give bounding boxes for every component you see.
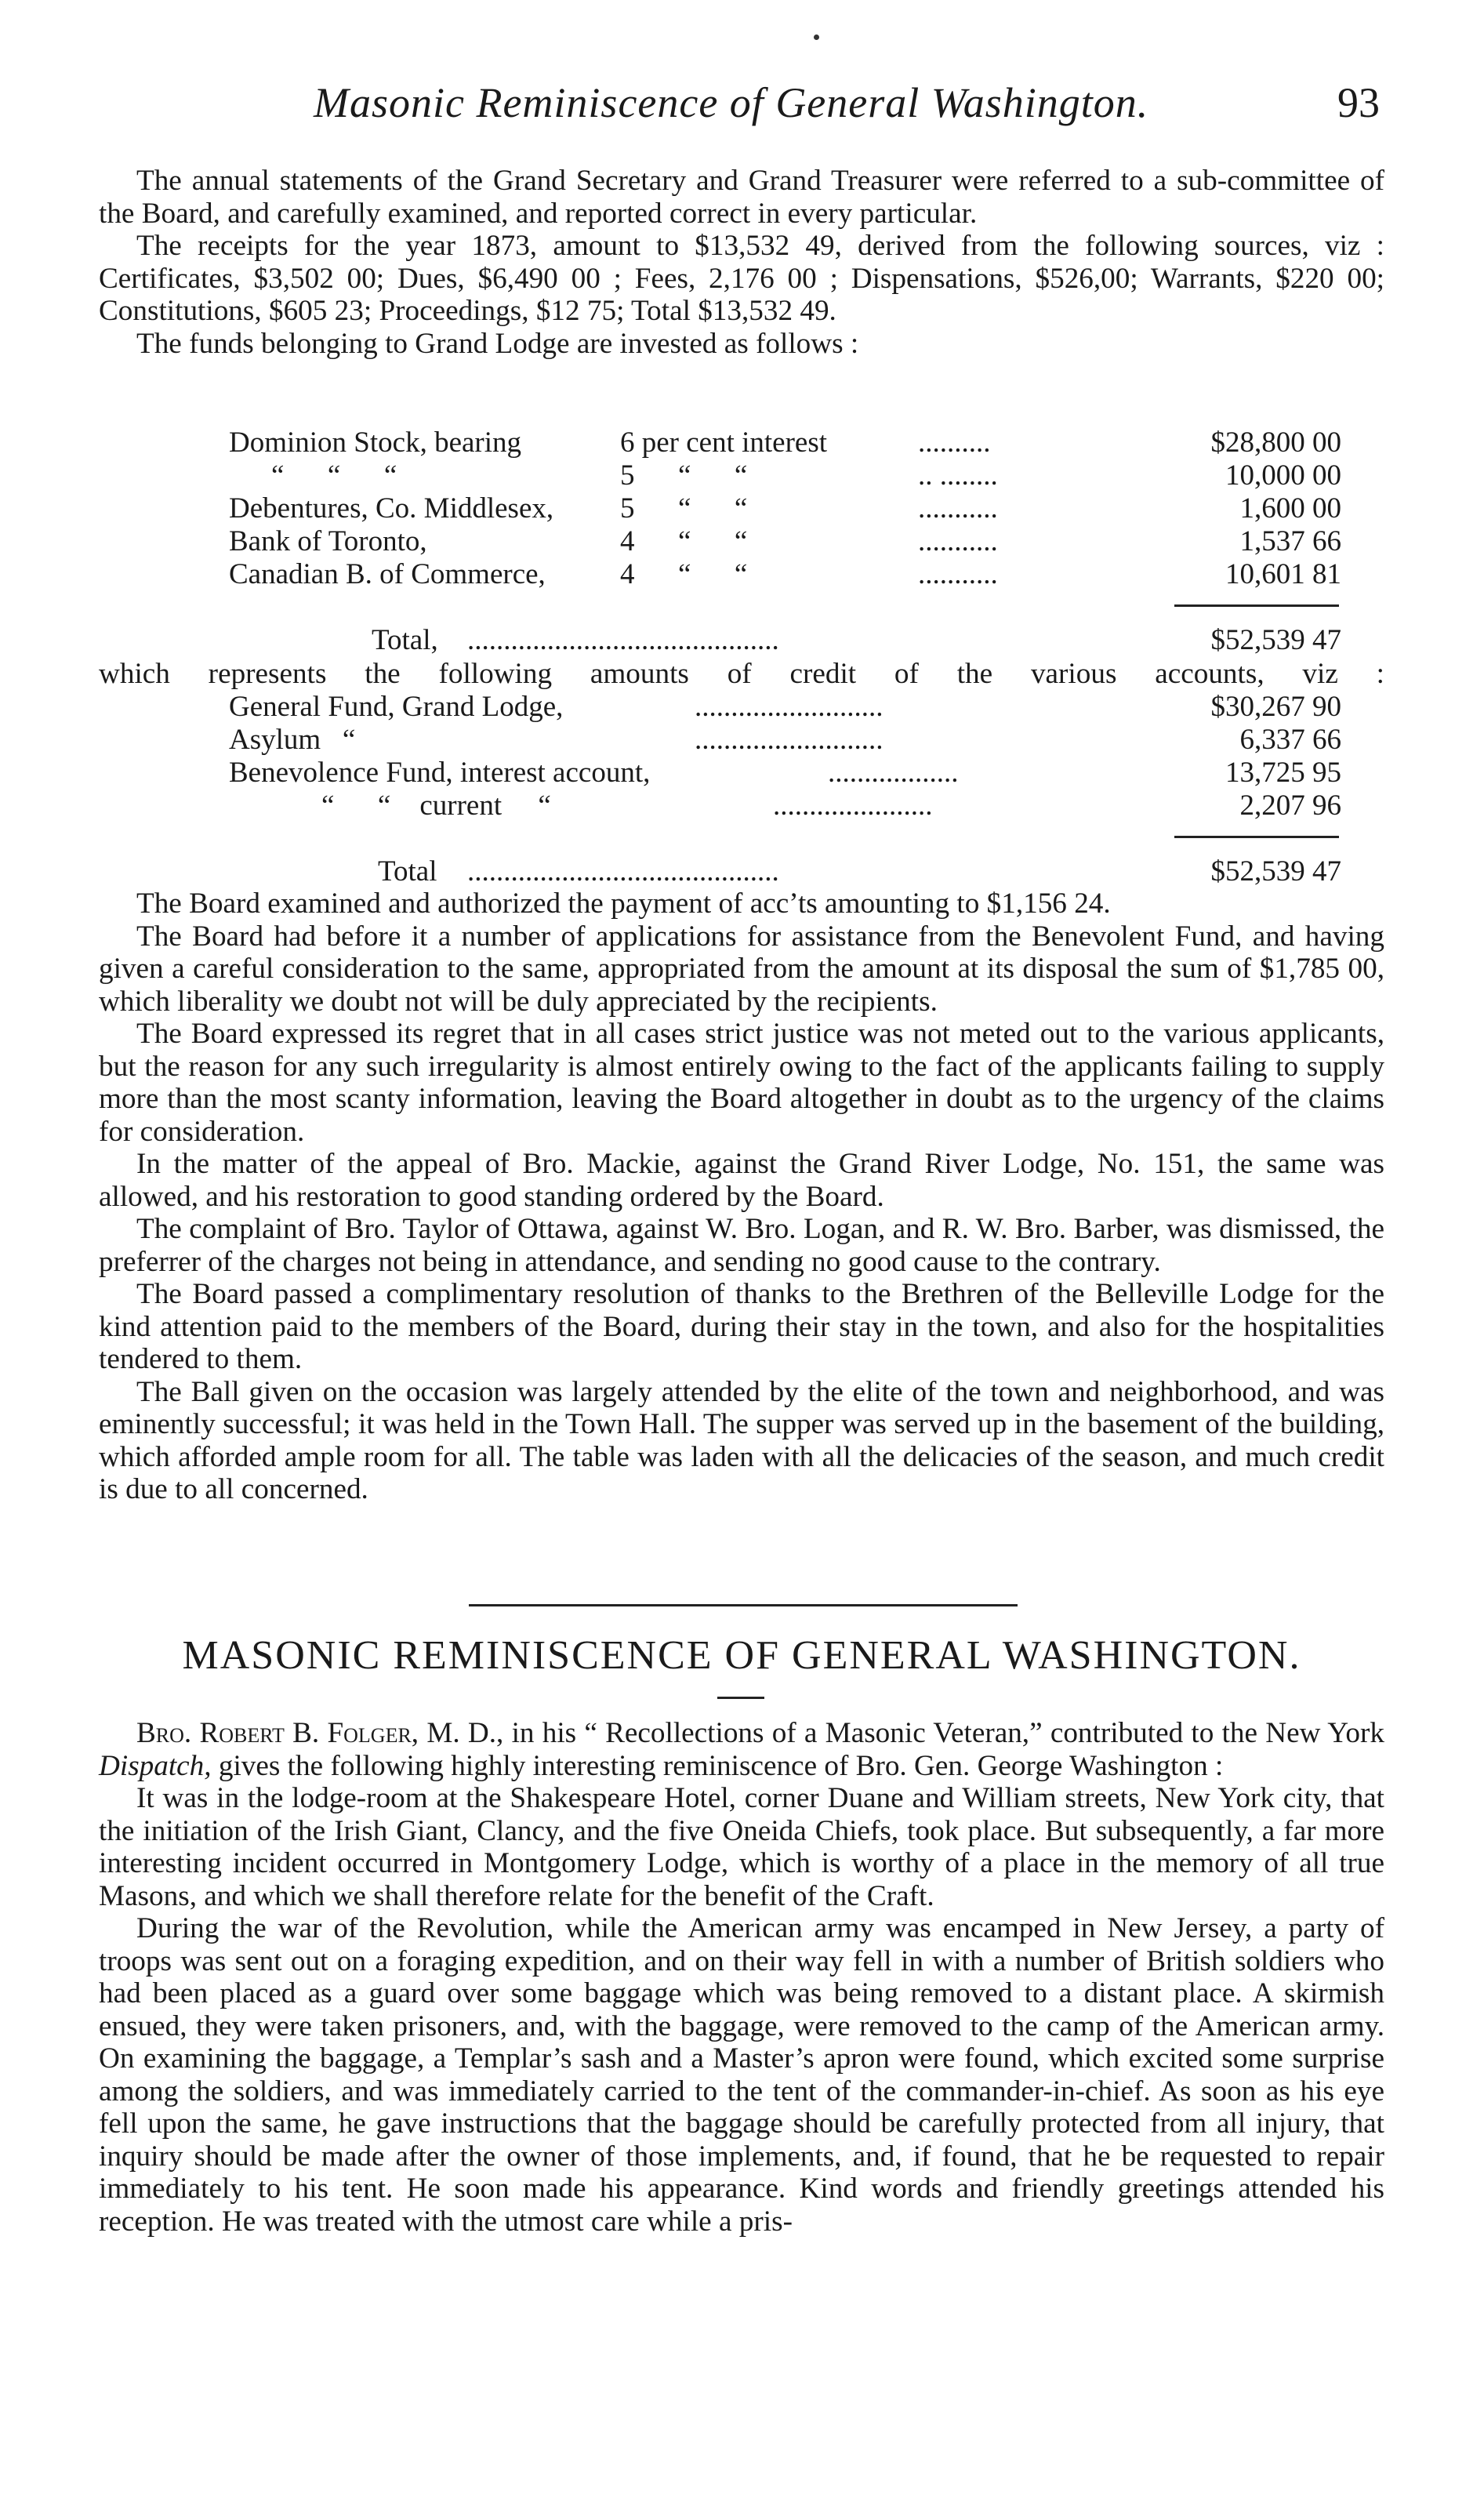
- paragraph-resolution: The Board passed a complimentary resolution of thanks to the Brethren of the Belleville Lodge for the kind attention paid to the members of the Board, during their stay in the town, and also for the hospitalities tendered to them.: [99, 1278, 1384, 1375]
- paragraph-payment: The Board examined and authorized the payment of acc’ts amounting to $1,156 24.: [136, 888, 1111, 920]
- investment-row: [99, 525, 1384, 557]
- total-amount: $52,539 47: [1210, 855, 1341, 888]
- investment-label: Dominion Stock, bearing: [229, 427, 522, 459]
- page-number: 93: [1337, 79, 1380, 126]
- leader-dots: ..................: [828, 757, 959, 789]
- leader-dots: ...........: [918, 525, 998, 557]
- investment-amount: 10,000 00: [1225, 459, 1341, 492]
- leader-dots: ..........................: [695, 691, 884, 723]
- paragraph-ball: The Ball given on the occasion was largely attended by the elite of the town and neighborhood, and was eminently successful; it was held in the Town Hall. The supper was served up in the basement of the building, which afforded ample room for all. The table was laden with all the delicacies of the season, and much credit is due to all concerned.: [99, 1375, 1384, 1505]
- intro-text-end: gives the following highly interesting reminiscence of Bro. Gen. George Washington :: [211, 1749, 1224, 1782]
- paragraph-statements: The annual statements of the Grand Secretary and Grand Treasurer were referred to a sub-committee of the Board, and carefully examined, and reported correct in every particular.: [99, 165, 1384, 230]
- sum-rule: [1174, 836, 1339, 838]
- represents-text: which represents the following amounts of credit of the various accounts, viz :: [99, 658, 1384, 690]
- article-paragraph: During the war of the Revolution, while the American army was encamped in New Jersey, a party of troops was sent out on a foraging expedition, and on their way fell in with a number of British soldiers who had been placed as a guard over some baggage which was being removed to a distant place. A skirmish ensued, they were taken prisoners, and, with the baggage, were removed to the camp of the American army. On examining the baggage, a Templar’s sash and a Master’s apron were found, which excited some surprise among the soldiers, and was immediately carried to the tent of the commander-in-chief. As soon as his eye fell upon the same, he gave instructions that the baggage should be carefully protected from all injury, that inquiry should be made after the owner of those implements, and, if found, that he be requested to repair immediately to his tent. He soon made his appearance. Kind words and friendly greetings attended his reception. He was treated with the utmost care while a pris-: [99, 1912, 1384, 2238]
- leader-dots: ...........: [918, 558, 998, 590]
- account-row: [99, 723, 1384, 756]
- total-label: Total: [378, 855, 437, 888]
- investment-label: Debentures, Co. Middlesex,: [229, 492, 554, 525]
- account-amount: $30,267 90: [1210, 691, 1341, 723]
- account-row: [99, 690, 1384, 723]
- article-paragraph: It was in the lodge-room at the Shakespeare Hotel, corner Duane and William streets, New York city, that the initiation of the Irish Giant, Clancy, and the five Oneida Chiefs, took place. But subsequently, a far more interesting incident occurred in Montgomery Lodge, which is worthy of a place in the memory of all true Masons, and which we shall therefore relate for the benefit of the Craft.: [99, 1782, 1384, 1912]
- author-name: Bro. Robert B. Folger,: [136, 1717, 419, 1749]
- total-amount: $52,539 47: [1210, 624, 1341, 656]
- paragraph-benevolent: The Board had before it a number of applications for assistance from the Benevolent Fund, and having given a careful consideration to the same, appropriated from the amount at its disposal the sum of $1,785 00, which liberality we doubt not will be duly appreciated by the recipients.: [99, 920, 1384, 1018]
- investment-rate: 4 “ “: [620, 525, 748, 557]
- investment-row: [99, 492, 1384, 525]
- account-row: [99, 756, 1384, 789]
- investment-row: [99, 426, 1384, 459]
- investment-rate: 5 “ “: [620, 459, 748, 492]
- investment-label: Canadian B. of Commerce,: [229, 558, 546, 590]
- account-label: Asylum “: [229, 724, 356, 756]
- account-amount: 6,337 66: [1239, 724, 1341, 756]
- section-divider: [469, 1604, 1018, 1606]
- account-amount: 13,725 95: [1225, 757, 1341, 789]
- account-amount: 2,207 96: [1239, 790, 1341, 822]
- leader-dots: ...........................................: [467, 624, 779, 656]
- running-head-title: Masonic Reminiscence of General Washington.: [314, 79, 1149, 126]
- leader-dots: ......................: [773, 790, 933, 822]
- leader-dots: ...........................................: [467, 855, 779, 888]
- investment-rate: 4 “ “: [620, 558, 748, 590]
- investment-label: Bank of Toronto,: [229, 525, 427, 557]
- investment-label: “ “ “: [271, 459, 397, 492]
- intro-text: M. D., in his “ Recollections of a Masonic Veteran,” contributed to the New York: [419, 1717, 1384, 1749]
- investments-total-row: [99, 623, 1384, 656]
- paragraph-appeal: In the matter of the appeal of Bro. Mackie, against the Grand River Lodge, No. 151, the same was allowed, and his restoration to good standing ordered by the Board.: [99, 1148, 1384, 1213]
- article-body: [99, 1717, 1384, 2238]
- account-label: “ “ current “: [321, 790, 551, 822]
- leader-dots: ...........: [918, 492, 998, 525]
- investment-rate: 6 per cent interest: [620, 427, 828, 459]
- investment-amount: 1,537 66: [1239, 525, 1341, 557]
- paragraph-funds-intro: The funds belonging to Grand Lodge are invested as follows :: [136, 327, 859, 360]
- account-label: Benevolence Fund, interest account,: [229, 757, 651, 789]
- investment-row: [99, 557, 1384, 590]
- investment-rate: 5 “ “: [620, 492, 748, 525]
- newspaper-name: Dispatch,: [99, 1749, 212, 1782]
- paragraph-regret: The Board expressed its regret that in all cases strict justice was not meted out to the various applicants, but the reason for any such irregularity is almost entirely owing to the fact of the applicants failing to supply more than the most scanty information, leaving the Board altogether in doubt as to the urgency of the claims for consideration.: [99, 1018, 1384, 1148]
- article-heading: MASONIC REMINISCENCE OF GENERAL WASHINGTON.: [182, 1633, 1301, 1678]
- leader-dots: ..........................: [695, 724, 884, 756]
- running-head: [94, 78, 1380, 149]
- heading-dash: [717, 1697, 764, 1699]
- represents-line: [99, 658, 1384, 691]
- investment-amount: 10,601 81: [1225, 558, 1341, 590]
- paragraph-receipts: The receipts for the year 1873, amount to $13,532 49, derived from the following sources, viz : Certificates, $3,502 00; Dues, $6,490 00 ; Fees, 2,176 00 ; Dispensations, $526,00; Warrants, $220 00; Constitutions, $605 23; Proceedings, $12 75; Total $13,532 49.: [99, 230, 1384, 327]
- investment-row: [99, 459, 1384, 492]
- article-intro: [99, 1717, 1384, 1782]
- report-continued: [99, 888, 1384, 1506]
- leader-dots: ..........: [918, 427, 991, 459]
- account-label: General Fund, Grand Lodge,: [229, 691, 564, 723]
- total-label: Total,: [372, 624, 438, 656]
- report-opening: [99, 165, 1384, 360]
- paragraph-complaint: The complaint of Bro. Taylor of Ottawa, against W. Bro. Logan, and R. W. Bro. Barber, was dismissed, the preferrer of the charges not being in attendance, and sending no good cause to the contrary.: [99, 1213, 1384, 1278]
- investment-amount: 1,600 00: [1239, 492, 1341, 525]
- account-row: [99, 789, 1384, 822]
- leader-dots: .. ........: [918, 459, 998, 492]
- printer-mark: [814, 34, 819, 40]
- investment-amount: $28,800 00: [1210, 427, 1341, 459]
- sum-rule: [1174, 604, 1339, 607]
- accounts-total-row: [99, 855, 1384, 888]
